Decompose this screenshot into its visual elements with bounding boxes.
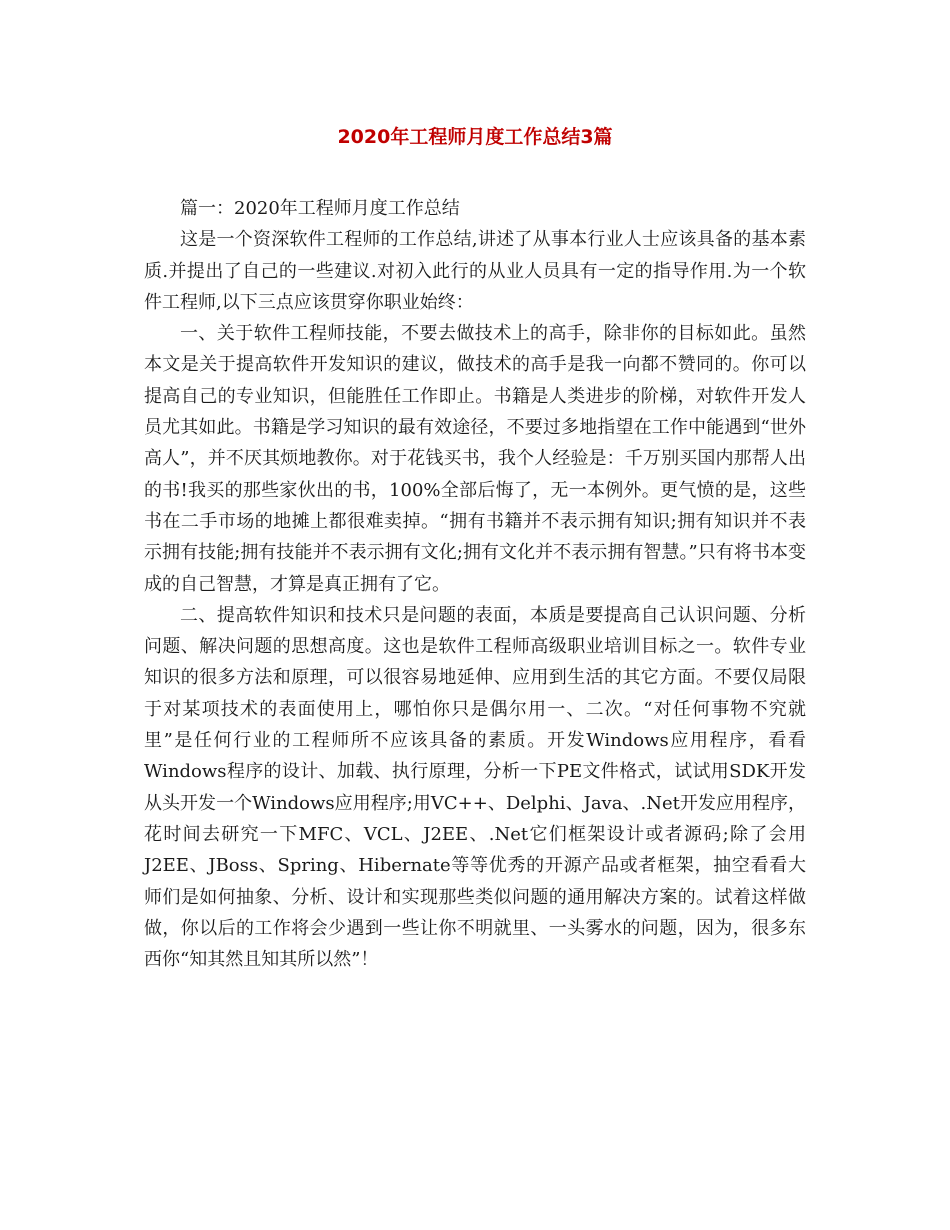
body-paragraph: 二、提高软件知识和技术只是问题的表面，本质是要提高自己认识问题、分析问题、解决问题的思想高度。这也是软件工程师高级职业培训目标之一。软件专业知识的很多方法和原理，可以很容易地延伸、应用到生活的其它方面。不要仅局限于对某项技术的表面使用上，哪怕你只是偶尔用一、二次。“对任何事物不究就里”是任何行业的工程师所不应该具备的素质。开发Windows应用程序，看看Windows程序的设计、加载、执行原理，分析一下PE文件格式，试试用SDK开发从头开发一个Windows应用程序;用VC++、Delphi、Java、.Net开发应用程序，花时间去研究一下MFC、VCL、J2EE、.Net它们框架设计或者源码;除了会用J2EE、JBoss、Spring、Hibernate等等优秀的开源产品或者框架，抽空看看大师们是如何抽象、分析、设计和实现那些类似问题的通用解决方案的。试着这样做做，你以后的工作将会少遇到一些让你不明就里、一头雾水的问题，因为，很多东西你“知其然且知其所以然”！ [144, 604, 806, 971]
body-paragraph: 一、关于软件工程师技能，不要去做技术上的高手，除非你的目标如此。虽然本文是关于提高软件开发知识的建议，做技术的高手是我一向都不赞同的。你可以提高自己的专业知识，但能胜任工作即止。书籍是人类进步的阶梯，对软件开发人员尤其如此。书籍是学习知识的最有效途径，不要过多地指望在工作中能遇到“世外高人”，并不厌其烦地教你。对于花钱买书，我个人经验是：千万别买国内那帮人出的书!我买的那些家伙出的书，100%全部后悔了，无一本例外。更气愤的是，这些书在二手市场的地摊上都很难卖掉。“拥有书籍并不表示拥有知识;拥有知识并不表示拥有技能;拥有技能并不表示拥有文化;拥有文化并不表示拥有智慧。”只有将书本变成的自己智慧，才算是真正拥有了它。 [144, 323, 806, 595]
intro-paragraph: 这是一个资深软件工程师的工作总结,讲述了从事本行业人士应该具备的基本素质.并提出了自己的一些建议.对初入此行的从业人员具有一定的指导作用.为一个软件工程师,以下三点应该贯穿你职业始终： [144, 229, 806, 313]
document-title: 2020年工程师月度工作总结3篇 [337, 126, 613, 148]
document-body [144, 193, 806, 975]
section-heading-paragraph: 篇一：2020年工程师月度工作总结 [180, 198, 460, 219]
